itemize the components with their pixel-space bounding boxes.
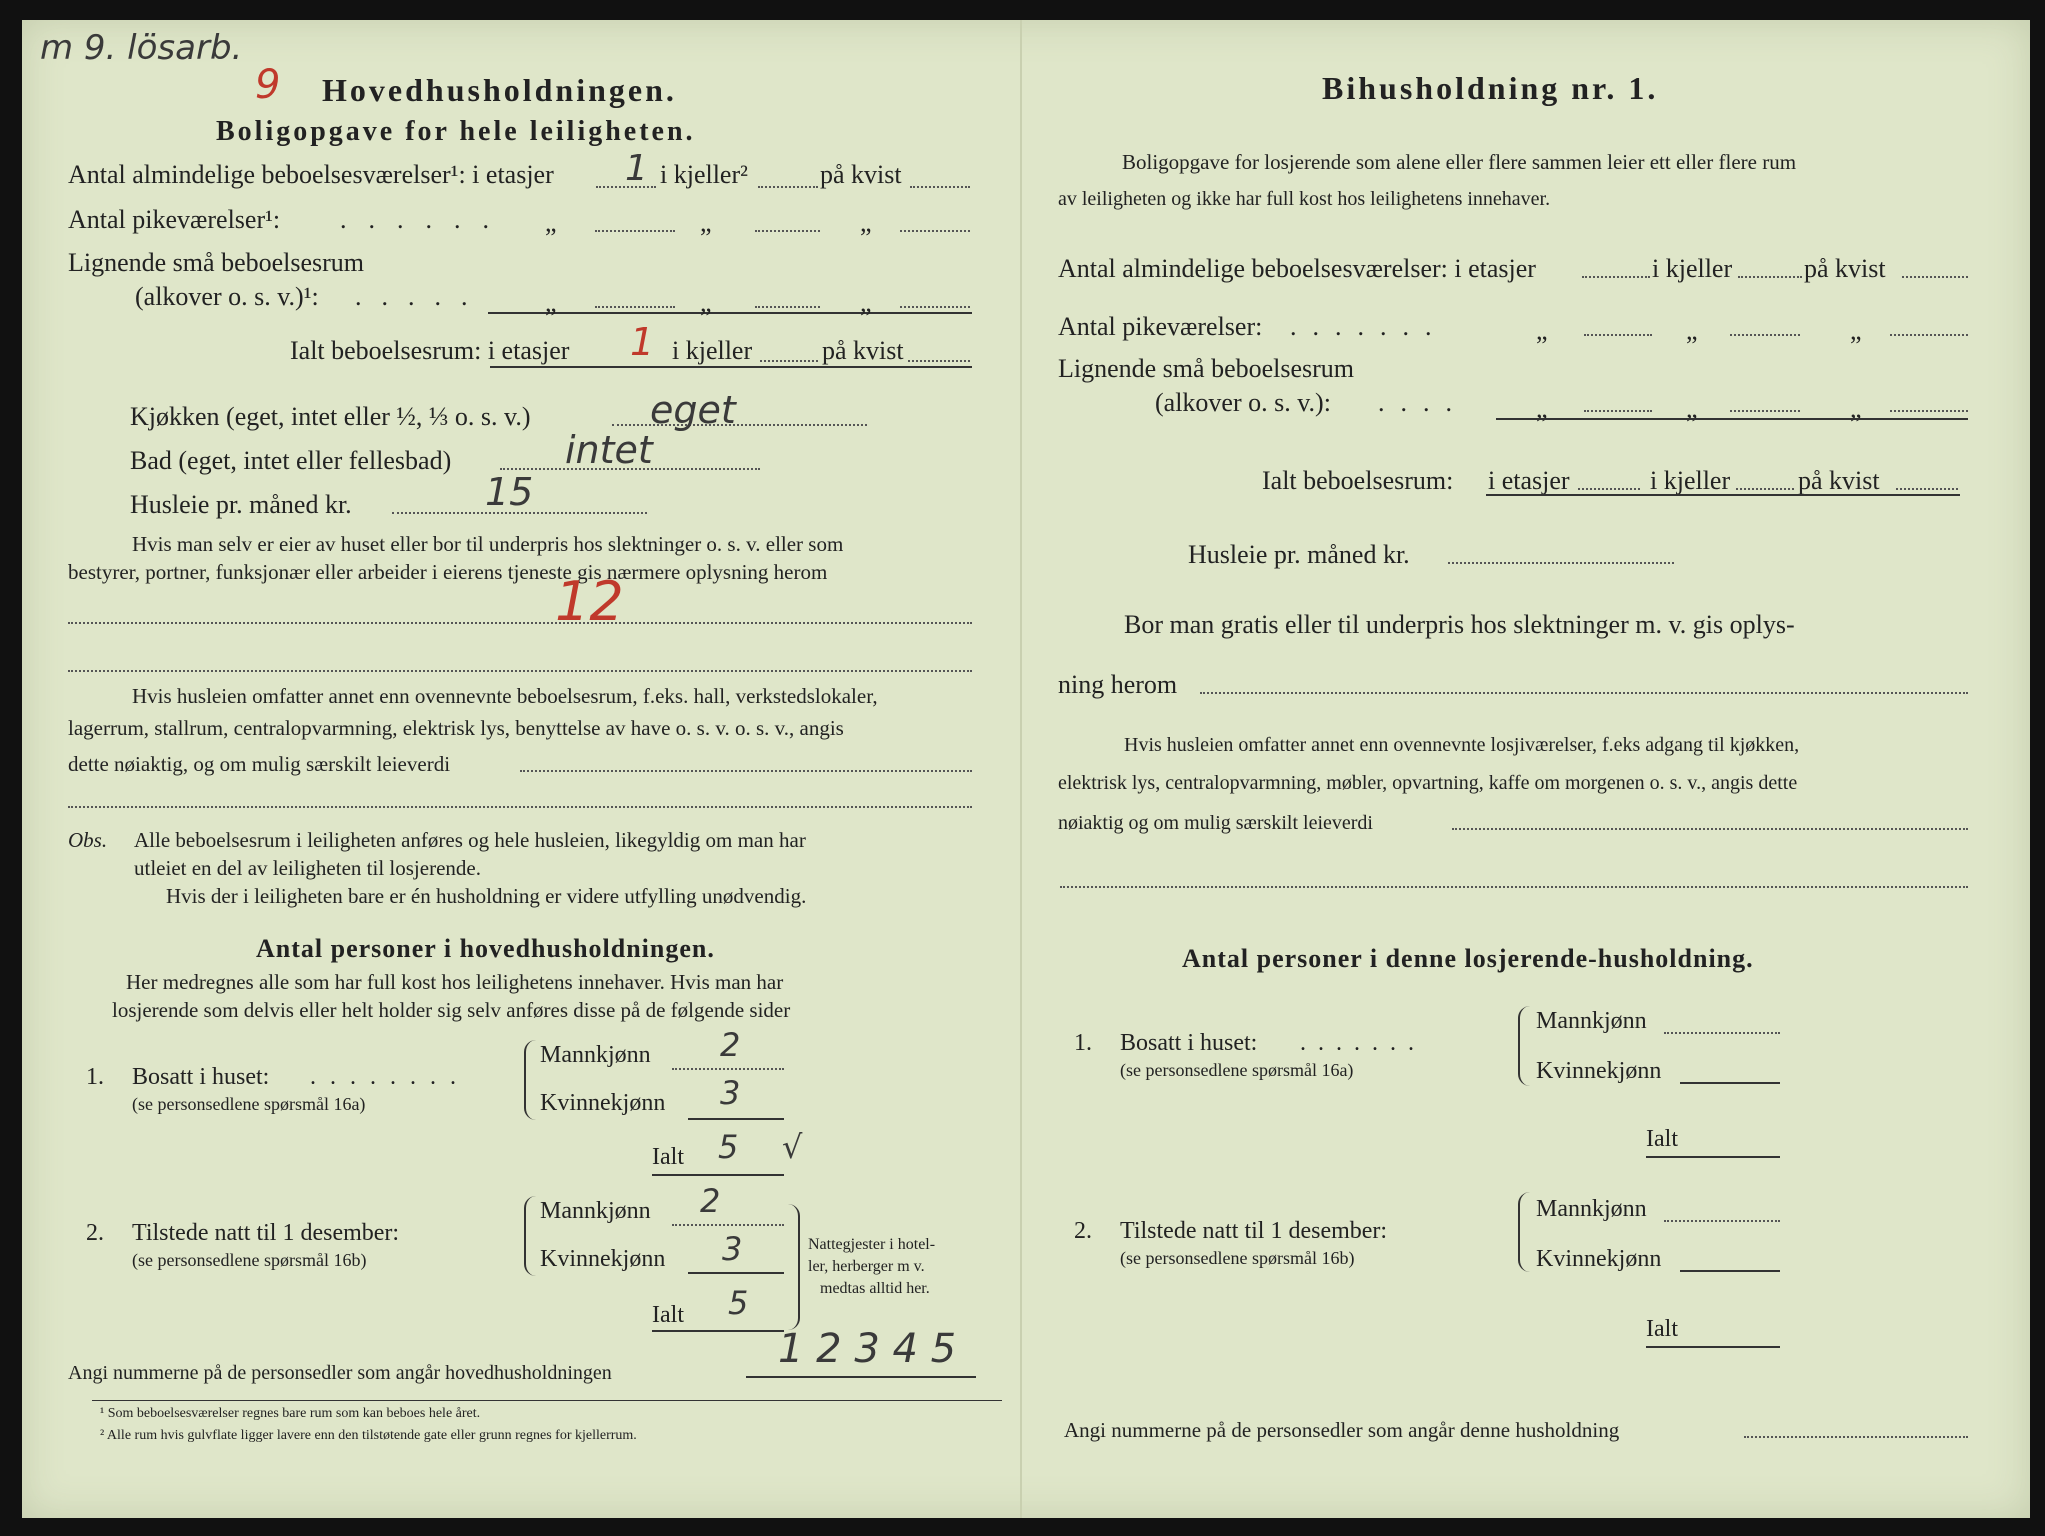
ditto-mark: „ [860,208,872,237]
natt-note-2: ler, herberger m v. [808,1258,925,1275]
dotted-line [1200,692,1968,694]
ditto-mark: „ [1536,316,1548,345]
dotted-line [1744,1436,1968,1438]
dotted-line [1452,828,1968,830]
left-q1-mann-value[interactable]: 2 [720,1026,741,1064]
left-row1-kjeller: i kjeller² [660,160,748,189]
left-q1-kvinne-label: Kvinnekjønn [540,1090,666,1116]
bad-label: Bad (eget, intet eller fellesbad) [130,446,452,475]
right-q2-sub: (se personsedlene spørsmål 16b) [1120,1248,1355,1268]
dotted-line [910,186,970,188]
left-q2-ialt-value[interactable]: 5 [728,1284,749,1322]
right-row1-label: Antal almindelige beboelsesværelser: i etasjer [1058,254,1536,283]
brace [1518,1006,1530,1086]
red-annotation: 9 [255,62,281,108]
dotted-line [68,622,972,624]
dot-leader: ..... [355,282,488,311]
ditto-mark: „ [860,288,872,317]
left-omfatter-1: Hvis husleien omfatter annet enn ovennevnte beboelsesrum, f.eks. hall, verkstedslokaler, [132,684,878,708]
handwritten-annotation: m 9. lösarb. [40,28,243,68]
right-angi-label: Angi nummerne på de personsedler som angår denne husholdning [1064,1418,1620,1442]
right-q1-mann-label: Mannkjønn [1536,1008,1647,1034]
sum-line [1646,1156,1780,1158]
brace [524,1040,536,1120]
sum-line [746,1376,976,1378]
left-q1-label: Bosatt i huset: [132,1064,270,1090]
dotted-line [595,230,675,232]
dotted-line [68,806,972,808]
ditto-mark: „ [1850,316,1862,345]
left-row3-label-b: (alkover o. s. v.)¹: [135,282,319,311]
dotted-line [1890,410,1968,412]
left-omfatter-2: lagerrum, stallrum, centralopvarmning, elektrisk lys, benyttelse av have o. s. v. o. s. v., angis [68,716,844,740]
dot-leader: .... [1378,388,1468,417]
left-q1-ialt-label: Ialt [652,1144,684,1170]
husleie-value[interactable]: 15 [485,470,534,514]
sum-line [490,366,972,368]
footnote-1: ¹ Som beboelsesværelser regnes bare rum som kan beboes hele året. [100,1406,481,1421]
left-row1-etasjer-value[interactable]: 1 [625,148,648,189]
dotted-line [758,186,818,188]
left-q2-mann-value[interactable]: 2 [700,1182,721,1220]
right-row1-kvist: på kvist [1804,254,1886,283]
dot-leader: ....... [1290,312,1448,341]
left-row1-label: Antal almindelige beboelsesværelser¹: i etasjer [68,160,554,189]
bad-value[interactable]: intet [565,428,653,472]
left-q2-num: 2. [86,1220,104,1246]
right-row3-label-a: Lignende små beboelsesrum [1058,354,1355,383]
right-title: Bihusholdning nr. 1. [1322,70,1659,106]
dotted-line [755,230,820,232]
obs-text-2: utleiet en del av leiligheten til losjerende. [134,856,481,880]
ditto-mark: „ [1536,394,1548,423]
left-q1-kvinne-value[interactable]: 3 [720,1074,741,1112]
sum-line [652,1330,784,1332]
left-title: Hovedhusholdningen. [322,72,677,108]
dotted-line [908,360,970,362]
ditto-mark: „ [545,288,557,317]
right-omfatter-1: Hvis husleien omfatter annet enn ovennevnte losjiværelser, f.eks adgang til kjøkken, [1124,734,1800,756]
right-omfatter-2: elektrisk lys, centralopvarmning, møbler, opvartning, kaffe om morgenen o. s. v., angis dette [1058,772,1798,794]
left-q2-kvinne-label: Kvinnekjønn [540,1246,666,1272]
right-gratis-1: Bor man gratis eller til underpris hos slektninger m. v. gis oplys- [1124,610,1795,639]
dotted-line [1448,562,1674,564]
right-gratis-2: ning herom [1058,670,1178,699]
left-persons-title: Antal personer i hovedhusholdningen. [256,934,715,963]
husleie-label: Husleie pr. måned kr. [130,490,352,519]
left-q2-mann-label: Mannkjønn [540,1198,651,1224]
left-q1-ialt-value[interactable]: 5 [718,1128,739,1166]
dotted-line [1664,1032,1780,1034]
footnote-rule [92,1400,1002,1401]
right-q2-ialt-label: Ialt [1646,1316,1678,1342]
ditto-mark: „ [545,208,557,237]
left-ialt-etasjer-value[interactable]: 1 [630,320,655,364]
ditto-mark: „ [700,288,712,317]
right-row2-label: Antal pikeværelser: [1058,312,1263,341]
right-row3-label-b: (alkover o. s. v.): [1155,388,1331,417]
ditto-mark: „ [1686,316,1698,345]
left-q2-sub: (se personsedlene spørsmål 16b) [132,1250,367,1270]
dotted-line [900,230,970,232]
footnote-2: ² Alle rum hvis gulvflate ligger lavere enn den tilstøtende gate eller grunn regnes for kjellerrum. [100,1428,637,1443]
page-fold [1020,20,1022,1518]
sum-line [652,1174,784,1176]
left-persons-text-2: losjerende som delvis eller helt holder sig selv anføres disse på de følgende sider [112,998,791,1022]
right-husleie-label: Husleie pr. måned kr. [1188,540,1410,569]
right-q2-kvinne-label: Kvinnekjønn [1536,1246,1662,1272]
sum-line [688,1118,784,1120]
ditto-mark: „ [1850,394,1862,423]
dotted-line [760,360,818,362]
brace [524,1196,536,1276]
left-ialt-kjeller: i kjeller [672,336,753,365]
sum-line [1496,418,1968,420]
red-rent-annotation: 12 [555,570,624,633]
dotted-line [900,306,970,308]
right-q1-kvinne-label: Kvinnekjønn [1536,1058,1662,1084]
left-row2-label: Antal pikeværelser¹: [68,205,281,234]
dotted-line [1584,410,1652,412]
sum-line [1646,1346,1780,1348]
obs-text-3: Hvis der i leiligheten bare er én husholdning er videre utfylling unødvendig. [166,884,807,908]
dotted-line [1736,488,1794,490]
dot-leader: ....... [1300,1030,1426,1056]
dotted-line [595,306,675,308]
dotted-line [755,306,820,308]
dotted-line [1730,334,1800,336]
obs-text-1: Alle beboelsesrum i leiligheten anføres og hele husleien, likegyldig om man har [134,828,806,852]
eier-text-1: Hvis man selv er eier av huset eller bor til underpris hos slektninger o. s. v. eller som [132,532,844,556]
left-q2-label: Tilstede natt til 1 desember: [132,1220,400,1246]
right-persons-title: Antal personer i denne losjerende-husholdning. [1182,944,1754,973]
dotted-line [1738,276,1802,278]
right-ialt-kvist: på kvist [1798,466,1880,495]
right-q1-label: Bosatt i huset: [1120,1030,1258,1056]
dotted-line [1890,334,1968,336]
dot-leader: ...... [340,205,511,234]
right-q2-num: 2. [1074,1218,1092,1244]
left-row3-label-a: Lignende små beboelsesrum [68,248,365,277]
left-row1-kvist: på kvist [820,160,902,189]
right-q2-label: Tilstede natt til 1 desember: [1120,1218,1388,1244]
check-mark: √ [782,1128,803,1166]
left-subtitle: Boligopgave for hele leiligheten. [216,116,696,147]
dotted-line [68,670,972,672]
dotted-line [520,770,972,772]
sum-line [1486,494,1960,496]
left-q2-ialt-label: Ialt [652,1302,684,1328]
left-omfatter-3: dette nøiaktig, og om mulig særskilt leieverdi [68,752,451,776]
dotted-line [1730,410,1800,412]
ditto-mark: „ [700,208,712,237]
left-persons-text-1: Her medregnes alle som har full kost hos leilighetens innehaver. Hvis man har [126,970,784,994]
right-ialt-kjeller: i kjeller [1650,466,1731,495]
brace [1518,1192,1530,1272]
left-q1-num: 1. [86,1064,104,1090]
dotted-line [1578,488,1640,490]
right-q1-ialt-label: Ialt [1646,1126,1678,1152]
right-ialt-label: Ialt beboelsesrum: [1262,466,1454,495]
ditto-mark: „ [1686,394,1698,423]
sum-line [1680,1270,1780,1272]
right-intro-1: Boligopgave for losjerende som alene eller flere sammen leier ett eller flere rum [1122,150,1797,174]
left-ialt-kvist: på kvist [822,336,904,365]
dotted-line [1584,334,1652,336]
right-q2-mann-label: Mannkjønn [1536,1196,1647,1222]
natt-note-3: medtas alltid her. [820,1280,930,1297]
dotted-line [672,1068,784,1070]
sum-line [488,312,972,314]
sum-line [1680,1082,1780,1084]
sum-line [688,1272,784,1274]
brace [786,1204,800,1330]
dot-leader: ........ [310,1064,470,1090]
dotted-line [1902,276,1968,278]
left-ialt-label: Ialt beboelsesrum: i etasjer [290,336,570,365]
left-angi-label: Angi nummerne på de personsedler som angår hovedhusholdningen [68,1362,612,1384]
kjokken-label: Kjøkken (eget, intet eller ½, ⅓ o. s. v.) [130,402,531,431]
eier-text-2: bestyrer, portner, funksjonær eller arbeider i eierens tjeneste gis nærmere oplysning herom [68,560,828,584]
dotted-line [672,1224,784,1226]
right-row1-kjeller: i kjeller [1652,254,1733,283]
right-omfatter-3: nøiaktig og om mulig særskilt leieverdi [1058,812,1373,834]
right-ialt-etasjer: i etasjer [1488,466,1570,495]
left-q1-sub: (se personsedlene spørsmål 16a) [132,1094,366,1114]
left-q2-kvinne-value[interactable]: 3 [722,1230,743,1268]
right-q1-sub: (se personsedlene spørsmål 16a) [1120,1060,1354,1080]
kjokken-value[interactable]: eget [650,388,736,432]
left-q1-mann-label: Mannkjønn [540,1042,651,1068]
right-q1-num: 1. [1074,1030,1092,1056]
obs-label: Obs. [68,828,108,852]
dotted-line [1664,1220,1780,1222]
right-intro-2: av leiligheten og ikke har full kost hos leilighetens innehaver. [1058,188,1551,210]
natt-note-1: Nattegjester i hotel- [808,1236,936,1253]
dotted-line [1582,276,1650,278]
dotted-line [1060,886,1968,888]
left-angi-value[interactable]: 1 2 3 4 5 [778,1326,957,1372]
dotted-line [1896,488,1958,490]
